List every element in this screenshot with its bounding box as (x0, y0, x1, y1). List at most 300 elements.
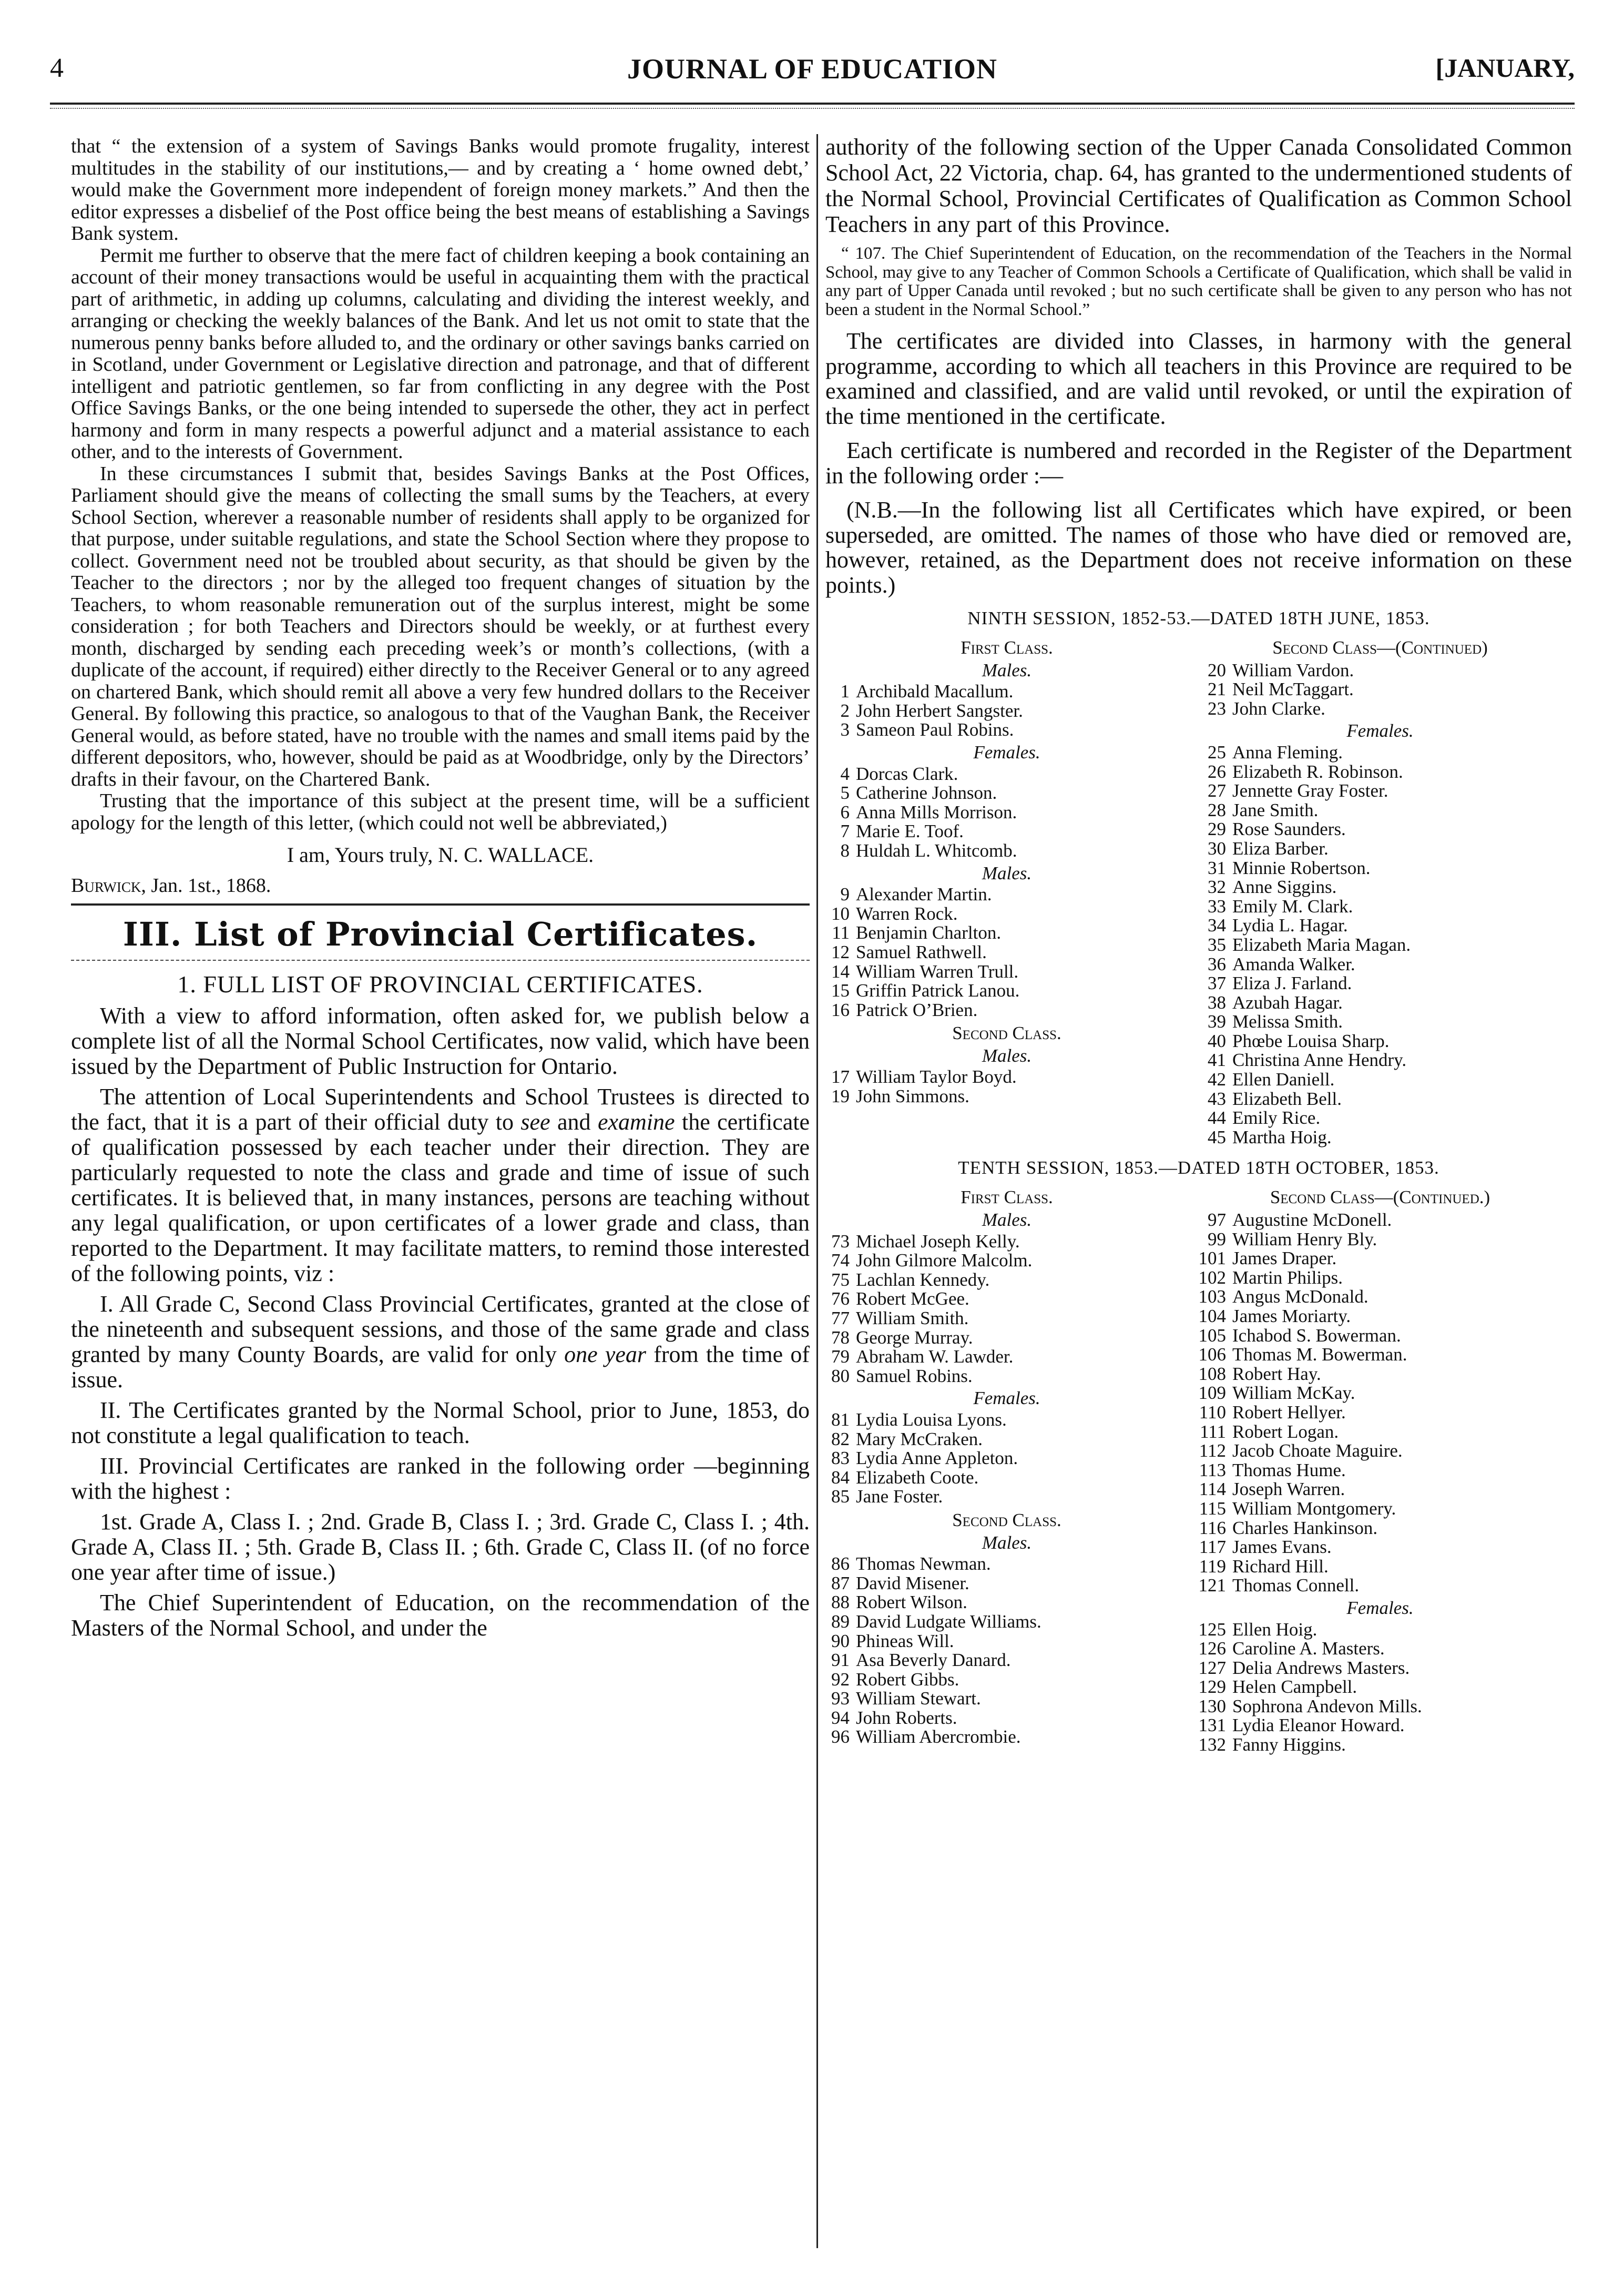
certificate-entry (825, 1232, 1188, 1252)
teacher-name: William Taylor Boyd. (856, 1066, 1017, 1088)
teacher-name: William Henry Bly. (1232, 1228, 1377, 1249)
certificate-number: 33 (1208, 896, 1226, 917)
certificate-entry (825, 841, 1188, 861)
certificate-entry (1188, 1403, 1572, 1423)
teacher-name: Lydia Louisa Lyons. (856, 1409, 1007, 1430)
certificate-number: 10 (831, 903, 850, 924)
certificate-number: 113 (1199, 1459, 1226, 1480)
certificate-entry (1188, 878, 1572, 897)
teacher-name: James Evans. (1232, 1537, 1332, 1558)
certificate-number: 94 (831, 1707, 850, 1728)
body-paragraph: Each certificate is numbered and recorded in the Register of the Department in the following order :— (825, 438, 1572, 489)
sex-heading: Males. (982, 659, 1032, 680)
certificate-entry (1188, 1480, 1572, 1499)
certificate-entry (825, 1555, 1188, 1574)
teacher-name: Thomas M. Bowerman. (1232, 1344, 1407, 1365)
certificate-number: 39 (1208, 1011, 1226, 1032)
certificate-number: 103 (1198, 1286, 1226, 1307)
certificate-entry (825, 1001, 1188, 1020)
certificate-list (1188, 1620, 1572, 1755)
certificate-entry (1188, 1032, 1572, 1051)
certificate-number: 36 (1208, 953, 1226, 974)
teacher-name: Michael Joseph Kelly. (856, 1231, 1020, 1252)
teacher-name: Jane Foster. (856, 1486, 943, 1507)
certificate-entry (825, 1309, 1188, 1328)
certificate-number: 125 (1198, 1619, 1226, 1640)
certificate-list (825, 765, 1188, 861)
certificate-entry (1188, 1639, 1572, 1659)
header-rule (50, 103, 1575, 105)
certificate-entry (825, 765, 1188, 784)
certificate-entry (1188, 763, 1572, 782)
teacher-name: Sophrona Andevon Mills. (1232, 1695, 1422, 1716)
sex-heading: Females. (973, 741, 1040, 763)
certificate-number: 20 (1208, 659, 1226, 680)
certificate-number: 27 (1208, 780, 1226, 801)
teacher-name: John Simmons. (856, 1086, 969, 1107)
certificate-number: 16 (831, 999, 850, 1020)
certificate-entry (1188, 1659, 1572, 1678)
certificate-entry (825, 1612, 1188, 1632)
certificate-number: 2 (840, 700, 850, 721)
certificate-number: 132 (1198, 1734, 1226, 1755)
section-title: III. List of Provincial Certificates. (122, 915, 758, 953)
letter-dateline (71, 874, 810, 897)
certificate-entry (825, 943, 1188, 962)
teacher-name: Phineas Will. (856, 1630, 954, 1651)
certificate-entry (825, 803, 1188, 822)
certificate-number: 129 (1198, 1677, 1226, 1698)
teacher-name: William Montgomery. (1232, 1498, 1396, 1519)
certificate-number: 121 (1198, 1575, 1226, 1596)
dateline-date: Jan. 1st., 1868. (146, 875, 271, 897)
certificate-entry (1188, 955, 1572, 974)
teacher-name: Robert Hay. (1232, 1363, 1321, 1384)
certificate-number: 75 (831, 1269, 850, 1290)
certificate-entry (1188, 1678, 1572, 1697)
teacher-name: James Moriarty. (1232, 1306, 1351, 1326)
teacher-name: Ichabod S. Bowerman. (1232, 1325, 1401, 1346)
certificate-entry (1188, 1384, 1572, 1403)
teacher-name: Robert McGee. (856, 1288, 969, 1309)
certificate-entry (1188, 680, 1572, 699)
certificate-number: 93 (831, 1688, 850, 1709)
certificate-number: 119 (1199, 1556, 1226, 1577)
teacher-name: Rose Saunders. (1232, 819, 1346, 840)
teacher-name: Eliza J. Farland. (1232, 973, 1352, 994)
teacher-name: Robert Hellyer. (1232, 1401, 1346, 1423)
certificate-number: 88 (831, 1592, 850, 1613)
teacher-name: Christina Anne Hendry. (1232, 1050, 1407, 1071)
certificate-entry (1188, 743, 1572, 763)
body-paragraph: II. The Certificates granted by the Normal School, prior to June, 1853, do not constitute a legal qualification to teach. (71, 1397, 810, 1448)
certificate-number: 12 (831, 941, 850, 962)
certificate-number: 127 (1198, 1657, 1226, 1678)
ninth-right-list (1188, 634, 1572, 1147)
certificate-entry (825, 702, 1188, 721)
certificate-entry (1188, 1345, 1572, 1365)
certificate-entry (1188, 974, 1572, 993)
certificate-entry (1188, 1128, 1572, 1147)
certificate-number: 14 (831, 961, 850, 982)
teacher-name: Thomas Newman. (856, 1553, 991, 1574)
certificate-entry (825, 1068, 1188, 1087)
certificate-number: 102 (1198, 1267, 1226, 1288)
certificate-number: 109 (1198, 1383, 1226, 1404)
certificate-number: 114 (1199, 1479, 1226, 1500)
certificate-entry (1188, 936, 1572, 955)
certificate-number: 44 (1208, 1108, 1226, 1129)
certificate-entry (1188, 1326, 1572, 1346)
letter-paragraph: In these circumstances I submit that, besides Savings Banks at the Post Offices, Parliament should give the means of collecting the small sums by the Teachers, at every School Section, wherever a reasonable number of residents shall apply to be organized for that purpose, under suitable regulations, and state the School Section where they propose to collect. Government need not be troubled about security, as that should be given by the Teacher to the directors ; nor by the alleged too frequent changes of situation by the Teachers, to whom reasonable remuneration out of the surplus interest, might be some consideration ; for both Teachers and Directors should be weekly, or at furthest every month, discharged by sending each preceding week’s or month’s collections, (with a duplicate of the account, if required) either directly to the Receiver General or to any agreed on chartered Bank, which should remit all above a very few hundred dollars to the Receiver General. By following this practice, so analogous to that of the Vaughan Bank, the Receiver General would, as before stated, have no trouble with the names and small items paid by the different depositors, who, however, should be paid as at Woodbridge, only by the Directors’ drafts in their favour, on the Chartered Bank. (71, 462, 810, 790)
certificate-entry (825, 1670, 1188, 1690)
certificate-entry (1188, 661, 1572, 680)
certificate-number: 40 (1208, 1030, 1226, 1051)
certificate-list (825, 1068, 1188, 1106)
certificate-number: 80 (831, 1365, 850, 1386)
dateline-place: Burwick, (71, 875, 146, 897)
certificate-list (825, 1555, 1188, 1747)
certificate-entry (825, 1367, 1188, 1386)
certificate-number: 35 (1208, 934, 1226, 955)
teacher-name: Thomas Connell. (1232, 1575, 1360, 1596)
certificate-entry (1188, 1070, 1572, 1090)
body-paragraph: authority of the following section of the Upper Canada Consolidated Common School Act, 22 Victoria, chap. 64, has granted to the undermentioned students of the Normal School, Provincial Certificates of Qualification as Common School Teachers in any part of this Province. (825, 134, 1572, 237)
certificate-entry (1188, 1012, 1572, 1032)
teacher-name: Robert Gibbs. (856, 1669, 959, 1690)
certificate-number: 74 (831, 1250, 850, 1271)
journal-title: JOURNAL OF EDUCATION (627, 53, 998, 85)
letter-paragraph: that “ the extension of a system of Savings Banks would promote frugality, interest multitudes in the stability of our institutions,— and by creating a ‘ home owned debt,’ would make the Government more independent of foreign money markets.” And then the editor expresses a disbelief of the Post office being the best means of establishing a Savings Bank system. (71, 135, 810, 245)
certificate-number: 76 (831, 1288, 850, 1309)
teacher-name: Charles Hankinson. (1232, 1517, 1378, 1538)
teacher-name: Augustine McDonell. (1232, 1210, 1392, 1231)
teacher-name: David Misener. (856, 1572, 969, 1593)
body-paragraph: The Chief Superintendent of Education, on the recommendation of the Masters of the Normal School, and under the (71, 1590, 810, 1641)
certificate-number: 77 (831, 1308, 850, 1328)
teacher-name: Angus McDonald. (1232, 1286, 1368, 1307)
class-heading: Second Class—(Continued) (1272, 637, 1488, 658)
teacher-name: Delia Andrews Masters. (1232, 1657, 1410, 1678)
ninth-session-heading: NINTH SESSION, 1852-53.—DATED 18TH JUNE, 1853. (967, 608, 1430, 628)
tenth-session-lists (825, 1184, 1572, 1754)
teacher-name: Joseph Warren. (1232, 1479, 1345, 1500)
certificate-entry (1188, 1499, 1572, 1519)
teacher-name: Robert Wilson. (856, 1592, 967, 1613)
certificate-entry (825, 1593, 1188, 1612)
certificate-entry (1188, 1461, 1572, 1480)
sex-heading: Females. (1346, 1597, 1414, 1618)
certificate-number: 81 (831, 1409, 850, 1430)
certificate-list (825, 1232, 1188, 1386)
sex-heading: Males. (982, 1532, 1032, 1553)
certificate-entry (825, 682, 1188, 702)
certificate-entry (1188, 839, 1572, 859)
teacher-name: Amanda Walker. (1232, 953, 1355, 974)
certificate-number: 106 (1198, 1344, 1226, 1365)
certificate-number: 89 (831, 1611, 850, 1632)
teacher-name: Asa Beverly Danard. (856, 1650, 1011, 1671)
section-rule (71, 903, 810, 906)
certificate-number: 41 (1208, 1050, 1226, 1071)
teacher-name: Eliza Barber. (1232, 838, 1329, 859)
certificate-number: 6 (840, 801, 850, 822)
certificate-entry (825, 1271, 1188, 1290)
certificate-number: 7 (840, 821, 850, 842)
teacher-name: John Roberts. (856, 1707, 957, 1728)
teacher-name: William Smith. (856, 1308, 969, 1328)
class-heading: Second Class—(Continued.) (1270, 1187, 1490, 1208)
certificate-entry (825, 1251, 1188, 1271)
certificate-number: 87 (831, 1572, 850, 1593)
body-paragraph: With a view to afford information, often asked for, we publish below a complete list of all the Normal School Certificates, now valid, which have been issued by the Department of Public Instruction for Ontario. (71, 1003, 810, 1079)
certificate-entry (1188, 699, 1572, 719)
certificate-number: 31 (1208, 857, 1226, 878)
letter-paragraph: Trusting that the importance of this subject at the present time, will be a sufficient apology for the length of this letter, (which could not well be abbreviated,) (71, 790, 810, 834)
teacher-name: Sameon Paul Robins. (856, 719, 1014, 740)
teacher-name: Robert Logan. (1232, 1421, 1339, 1442)
certificate-entry (825, 1328, 1188, 1348)
certificate-number: 86 (831, 1553, 850, 1574)
teacher-name: William McKay. (1232, 1383, 1355, 1404)
column-divider (816, 134, 818, 2248)
certificate-number: 130 (1198, 1695, 1226, 1716)
teacher-name: Anna Mills Morrison. (856, 801, 1017, 822)
letter-signature: I am, Yours truly, N. C. WALLACE. (287, 843, 594, 867)
certificate-entry (1188, 820, 1572, 839)
certificate-entry (825, 1632, 1188, 1651)
certificate-number: 1 (840, 681, 850, 702)
certificate-list (1188, 743, 1572, 1147)
ninth-left-list (825, 634, 1188, 1147)
certificate-entry (825, 1410, 1188, 1430)
teacher-name: William Vardon. (1232, 659, 1354, 680)
certificate-entry (1188, 1287, 1572, 1307)
certificate-list (825, 682, 1188, 740)
certificate-number: 78 (831, 1327, 850, 1348)
certificate-number: 84 (831, 1467, 850, 1488)
certificate-number: 73 (831, 1231, 850, 1252)
certificate-number: 25 (1208, 741, 1226, 763)
class-heading: First Class. (961, 1187, 1053, 1208)
teacher-name: Richard Hill. (1232, 1556, 1329, 1577)
certificate-number: 126 (1198, 1638, 1226, 1659)
certificate-entry (825, 1487, 1188, 1507)
certificate-number: 131 (1198, 1715, 1226, 1736)
certificate-entry (1188, 916, 1572, 936)
certificate-entry (1188, 1109, 1572, 1128)
certificate-entry (825, 1651, 1188, 1670)
certificate-number: 116 (1199, 1517, 1226, 1538)
teacher-name: John Herbert Sangster. (856, 700, 1023, 721)
certificate-number: 104 (1198, 1306, 1226, 1326)
certificate-number: 91 (831, 1650, 850, 1671)
header-dotted-rule (50, 108, 1575, 109)
certificate-entry (825, 1087, 1188, 1106)
certificate-number: 117 (1199, 1537, 1226, 1558)
body-paragraph: 1st. Grade A, Class I. ; 2nd. Grade B, Class I. ; 3rd. Grade C, Class I. ; 4th. Grade A, Class II. ; 5th. Grade B, Class II. ; 6th. Grade C, Class II. (of no force one year after time of issue.) (71, 1509, 810, 1585)
teacher-name: Helen Campbell. (1232, 1677, 1357, 1698)
teacher-name: George Murray. (856, 1327, 973, 1348)
body-paragraph: (N.B.—In the following list all Certificates which have expired, or been superseded, are omitted. The names of those who have died or removed are, however, retained, as the Department does not receive information on these points.) (825, 497, 1572, 598)
certificate-entry (1188, 1557, 1572, 1577)
certificate-entry (1188, 1735, 1572, 1755)
teacher-name: Caroline A. Masters. (1232, 1638, 1385, 1659)
certificate-entry (1188, 859, 1572, 878)
letter-paragraph: Permit me further to observe that the mere fact of children keeping a book containing an account of their money transactions would be useful in acquainting them with the practical part of arithmetic, in adding up columns, calculating and dividing the interest weekly, and arranging or checking the weekly balances of the Bank. And let us not omit to state that the numerous penny banks before alluded to, and the ordinary or other savings banks carried on in Scotland, under Government or Legislative direction and patronage, and that of different intelligent and patriotic gentlemen, so far from conflicting in any degree with the Post Office Savings Banks, or the one being intended to supersede the other, they act in perfect harmony and form in many respects a powerful adjunct and a material assistance to each other, and to the interests of Government. (71, 244, 810, 463)
certificate-entry (825, 1709, 1188, 1728)
teacher-name: Lydia Anne Appleton. (856, 1448, 1018, 1469)
teacher-name: Martin Philips. (1232, 1267, 1343, 1288)
teacher-name: Samuel Robins. (856, 1365, 973, 1386)
teacher-name: Ellen Daniell. (1232, 1069, 1335, 1090)
certificate-entry (1188, 1307, 1572, 1326)
left-column (71, 136, 810, 1641)
certificate-number: 112 (1199, 1440, 1226, 1461)
certificate-entry (825, 720, 1188, 740)
certificate-entry (1188, 1697, 1572, 1716)
teacher-name: Lydia Eleanor Howard. (1232, 1715, 1405, 1736)
teacher-name: Melissa Smith. (1232, 1011, 1343, 1032)
certificate-number: 83 (831, 1448, 850, 1469)
certificate-number: 45 (1208, 1126, 1226, 1147)
certificate-number: 3 (840, 719, 850, 740)
certificate-entry (1188, 1716, 1572, 1735)
certificate-number: 9 (840, 884, 850, 905)
body-paragraph: III. Provincial Certificates are ranked in the following order —beginning with the highest : (71, 1453, 810, 1504)
certificate-entry (825, 1430, 1188, 1449)
certificate-entry (825, 784, 1188, 803)
certificate-entry (1188, 1090, 1572, 1109)
certificate-number: 85 (831, 1486, 850, 1507)
teacher-name: Patrick O’Brien. (856, 999, 978, 1020)
section-rule-dashed (71, 960, 810, 961)
certificate-number: 21 (1208, 679, 1226, 700)
sex-heading: Males. (982, 862, 1032, 883)
certificate-entry (1188, 1519, 1572, 1538)
teacher-name: William Stewart. (856, 1688, 981, 1709)
teacher-name: James Draper. (1232, 1248, 1337, 1269)
certificate-number: 101 (1198, 1248, 1226, 1269)
teacher-name: Fanny Higgins. (1232, 1734, 1346, 1755)
certificate-entry (1188, 1423, 1572, 1442)
certificate-number: 108 (1198, 1363, 1226, 1384)
certificate-list (825, 885, 1188, 1020)
sex-heading: Females. (973, 1388, 1040, 1409)
certificate-number: 82 (831, 1428, 850, 1449)
certificate-number: 111 (1200, 1421, 1226, 1442)
certificate-number: 92 (831, 1669, 850, 1690)
teacher-name: Marie E. Toof. (856, 821, 964, 842)
page-header (50, 53, 1575, 95)
teacher-name: Minnie Robertson. (1232, 857, 1371, 878)
certificate-number: 90 (831, 1630, 850, 1651)
teacher-name: Griffin Patrick Lanou. (856, 980, 1020, 1001)
teacher-name: Samuel Rathwell. (856, 941, 987, 962)
certificate-number: 19 (831, 1086, 850, 1107)
teacher-name: Archibald Macallum. (856, 681, 1014, 702)
class-heading: Second Class. (952, 1509, 1061, 1530)
teacher-name: Lydia L. Hagar. (1232, 915, 1348, 936)
certificate-entry (825, 1347, 1188, 1367)
certificate-number: 37 (1208, 973, 1226, 994)
certificate-number: 42 (1208, 1069, 1226, 1090)
teacher-name: Phœbe Louisa Sharp. (1232, 1030, 1390, 1051)
teacher-name: William Warren Trull. (856, 961, 1019, 982)
teacher-name: John Gilmore Malcolm. (856, 1250, 1033, 1271)
page-number: 4 (50, 53, 64, 83)
teacher-name: Emily Rice. (1232, 1108, 1321, 1129)
body-paragraph: The certificates are divided into Classes, in harmony with the general programme, according to which all teachers in this Province are required to be examined and classified, and are valid until revoked, or until the expiration of the time mentioned in the certificate. (825, 328, 1572, 429)
certificate-entry (825, 981, 1188, 1001)
certificate-list (825, 1410, 1188, 1507)
teacher-name: Abraham W. Lawder. (856, 1346, 1014, 1367)
certificate-entry (1188, 801, 1572, 820)
certificate-entry (825, 905, 1188, 924)
sex-heading: Males. (982, 1045, 1032, 1066)
certificate-number: 11 (832, 922, 850, 943)
tenth-left-list (825, 1184, 1188, 1754)
body-paragraph: The attention of Local Superintendents and School Trustees is directed to the fact, that it is a part of their official duty to see and examine the certificate of qualification possessed by each teacher under their direction. They are particularly requested to note the class and grade and time of issue of such certificates. It is believed that, in many instances, persons are teaching without any legal qualification, or upon certificates of a lower grade and class, than reported to the Department. It may facilitate matters, to remind those interested of the following points, viz : (71, 1084, 810, 1286)
certificate-entry (1188, 1249, 1572, 1268)
teacher-name: Benjamin Charlton. (856, 922, 1002, 943)
body-paragraph: I. All Grade C, Second Class Provincial Certificates, granted at the close of the nineteenth and subsequent sessions, and those of the same grade and class granted by many County Boards, are valid for only one year from the time of issue. (71, 1291, 810, 1393)
certificate-entry (1188, 1365, 1572, 1384)
issue-month: [JANUARY, (1435, 53, 1575, 83)
teacher-name: Warren Rock. (856, 903, 958, 924)
teacher-name: Elizabeth Coote. (856, 1467, 979, 1488)
teacher-name: Elizabeth R. Robinson. (1232, 761, 1403, 782)
certificate-number: 30 (1208, 838, 1226, 859)
teacher-name: Mary McCraken. (856, 1428, 983, 1449)
teacher-name: Elizabeth Bell. (1232, 1088, 1342, 1109)
certificate-number: 4 (840, 763, 850, 784)
ninth-session-lists (825, 634, 1572, 1147)
certificate-entry (825, 822, 1188, 841)
teacher-name: Anna Fleming. (1232, 741, 1343, 763)
certificate-number: 28 (1208, 799, 1226, 820)
certificate-number: 99 (1208, 1228, 1226, 1249)
certificate-entry (1188, 1211, 1572, 1230)
certificate-entry (1188, 1620, 1572, 1640)
certificate-entry (1188, 1051, 1572, 1070)
certificate-entry (1188, 1268, 1572, 1288)
certificate-number: 8 (840, 840, 850, 861)
certificate-entry (825, 885, 1188, 905)
certificate-entry (1188, 1230, 1572, 1249)
tenth-session-heading: TENTH SESSION, 1853.—DATED 18TH OCTOBER, 1853. (958, 1157, 1439, 1178)
certificate-number: 26 (1208, 761, 1226, 782)
certificate-entry (1188, 897, 1572, 917)
teacher-name: Thomas Hume. (1232, 1459, 1346, 1480)
certificate-entry (825, 1728, 1188, 1747)
certificate-entry (1188, 1576, 1572, 1596)
certificate-entry (825, 1289, 1188, 1309)
teacher-name: Ellen Hoig. (1232, 1619, 1317, 1640)
certificate-number: 110 (1199, 1401, 1226, 1423)
certificate-number: 38 (1208, 992, 1226, 1013)
certificate-number: 29 (1208, 819, 1226, 840)
certificate-number: 79 (831, 1346, 850, 1367)
teacher-name: Dorcas Clark. (856, 763, 958, 784)
certificate-number: 17 (831, 1066, 850, 1088)
teacher-name: Anne Siggins. (1232, 877, 1337, 898)
certificate-number: 43 (1208, 1088, 1226, 1109)
statute-quote: “ 107. The Chief Superintendent of Education, on the recommendation of the Teachers in the Normal School, may give to any Teacher of Common Schools a Certificate of Qualification, which shall be valid in any part of Upper Canada until revoked ; but no such certificate shall be given to any person who has not been a student in the Normal School.” (825, 244, 1572, 319)
subheading: 1. FULL LIST OF PROVINCIAL CERTIFICATES. (177, 971, 703, 998)
teacher-name: Lachlan Kennedy. (856, 1269, 990, 1290)
certificate-number: 105 (1198, 1325, 1226, 1346)
